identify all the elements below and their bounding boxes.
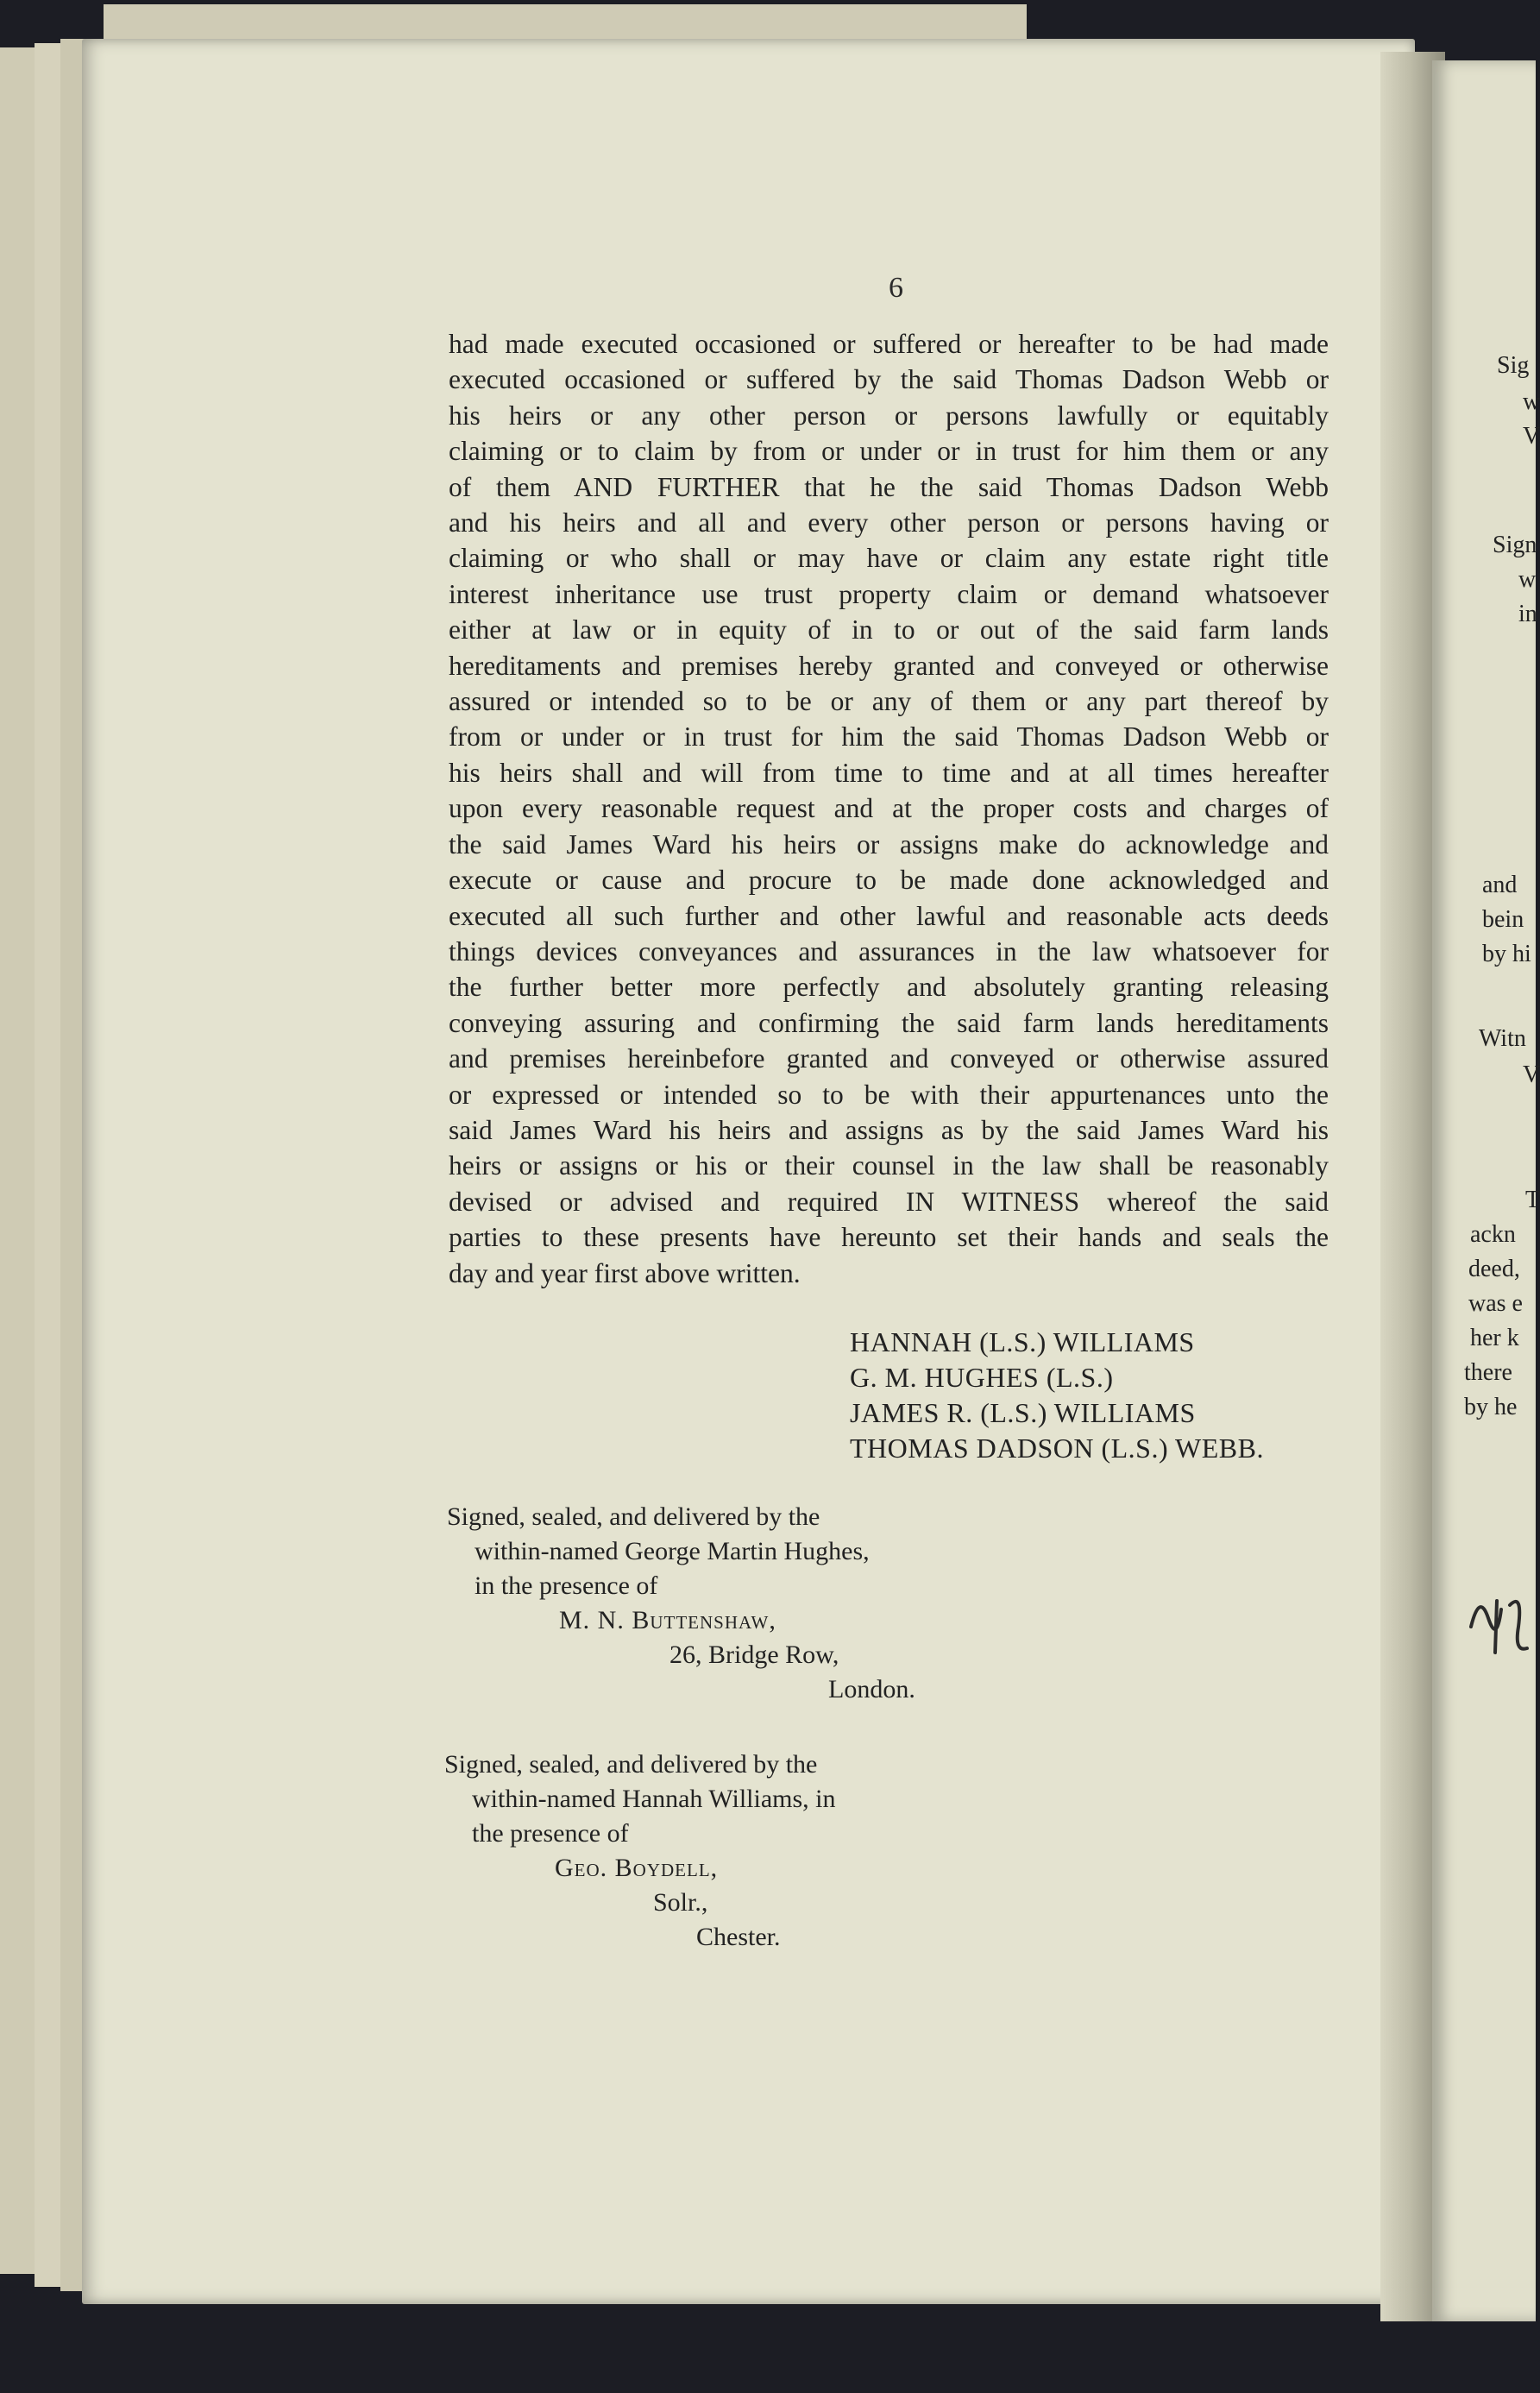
body-line: from or under or in trust for him the said Thomas Dadson Webb or	[449, 721, 1329, 753]
witness-line: within-named George Martin Hughes,	[475, 1537, 870, 1565]
facing-page-fragment: her k	[1470, 1325, 1519, 1351]
facing-page-fragment: w	[1518, 566, 1537, 593]
facing-page-fragment: by hi	[1482, 941, 1531, 967]
body-line: had made executed occasioned or suffered or hereafter to be had made	[449, 329, 1329, 359]
body-line: execute or cause and procure to be made done acknowledged and	[449, 865, 1329, 896]
body-line: day and year first above written.	[449, 1257, 801, 1288]
facing-page-fragment: Witn	[1479, 1025, 1526, 1052]
body-line: assured or intended so to be or any of them or any part thereof by	[449, 686, 1329, 717]
witness-title: Solr.,	[653, 1888, 708, 1917]
witness-line: Signed, sealed, and delivered by the	[444, 1750, 818, 1779]
body-line: claiming or to claim by from or under or in trust for him them or any	[449, 436, 1329, 467]
facing-page-fragment: in	[1518, 601, 1537, 627]
witness-place: Chester.	[696, 1923, 781, 1951]
witness-address: 26, Bridge Row,	[669, 1640, 839, 1669]
facing-page-fragment: Sign	[1493, 532, 1537, 558]
witness-block-george-martin-hughes	[447, 1500, 915, 1707]
signature-line: JAMES R. (L.S.) WILLIAMS	[850, 1397, 1196, 1428]
body-line: the said James Ward his heirs or assigns make do acknowledge and	[449, 828, 1329, 860]
facing-page-fragment: T	[1525, 1187, 1540, 1213]
witness-line: Signed, sealed, and delivered by the	[447, 1502, 820, 1531]
witness-line: the presence of	[472, 1819, 629, 1848]
body-line: either at law or in equity of in to or out of the said farm lands	[449, 614, 1329, 645]
body-text	[449, 326, 1329, 1291]
page-stack-edge	[35, 43, 61, 2287]
body-line: and premises hereinbefore granted and conveyed or otherwise assured	[449, 1043, 1329, 1074]
body-line: conveying assuring and confirming the said farm lands hereditaments	[449, 1007, 1329, 1038]
page-top-edge	[104, 4, 1027, 39]
signature-block	[850, 1325, 1264, 1466]
facing-page-fragment: w	[1523, 388, 1540, 415]
facing-page-fragment: V	[1523, 1061, 1540, 1088]
witness-line: in the presence of	[475, 1571, 658, 1600]
body-line: interest inheritance use trust property claim or demand whatsoever	[449, 578, 1329, 609]
facing-page-fragment: ackn	[1470, 1221, 1516, 1248]
body-line: devised or advised and required IN WITNESS whereof the said	[449, 1186, 1329, 1217]
body-line: of them AND FURTHER that he the said Thomas Dadson Webb	[449, 471, 1329, 502]
facing-page-fragment: there	[1464, 1359, 1512, 1386]
witness-name: M. N. Buttenshaw,	[559, 1606, 776, 1634]
witness-address: London.	[828, 1675, 915, 1703]
body-line: heirs or assigns or his or their counsel in the law shall be reasonably	[449, 1150, 1329, 1181]
witness-name: Geo. Boydell,	[555, 1854, 719, 1882]
body-line: executed occasioned or suffered by the said Thomas Dadson Webb or	[449, 364, 1329, 395]
facing-page-fragment: by he	[1464, 1394, 1518, 1420]
body-line: his heirs or any other person or persons lawfully or equitably	[449, 400, 1329, 431]
signature-line: THOMAS DADSON (L.S.) WEBB.	[850, 1433, 1264, 1464]
facing-page-fragment: Sig	[1497, 352, 1530, 379]
right-page	[1432, 60, 1536, 2321]
body-line: hereditaments and premises hereby granted and conveyed or otherwise	[449, 650, 1329, 681]
body-line: or expressed or intended so to be with their appurtenances unto the	[449, 1079, 1329, 1110]
signature-line: HANNAH (L.S.) WILLIAMS	[850, 1326, 1195, 1357]
facing-page-fragment: deed,	[1468, 1256, 1520, 1282]
facing-page-fragment: V	[1523, 423, 1540, 450]
body-line: executed all such further and other lawful and reasonable acts deeds	[449, 900, 1329, 931]
body-line: parties to these presents have hereunto set their hands and seals the	[449, 1222, 1329, 1253]
witness-block-hannah-williams	[444, 1748, 836, 1955]
body-line: said James Ward his heirs and assigns as by the said James Ward his	[449, 1114, 1329, 1145]
body-line: his heirs shall and will from time to time and at all times hereafter	[449, 757, 1329, 788]
page-stack-edge	[0, 47, 35, 2274]
body-line: and his heirs and all and every other person or persons having or	[449, 507, 1329, 538]
facing-page-fragment: was e	[1468, 1290, 1523, 1317]
handwritten-mark	[1462, 1566, 1531, 1670]
signature-line: G. M. HUGHES (L.S.)	[850, 1362, 1114, 1393]
body-line: claiming or who shall or may have or claim any estate right title	[449, 543, 1329, 574]
witness-line: within-named Hannah Williams, in	[472, 1785, 836, 1813]
body-line: things devices conveyances and assurances in the law whatsoever for	[449, 935, 1329, 967]
page-number: 6	[889, 272, 903, 304]
facing-page-fragment: and	[1482, 872, 1518, 898]
body-line: the further better more perfectly and absolutely granting releasing	[449, 972, 1329, 1003]
body-line: upon every reasonable request and at the proper costs and charges of	[449, 793, 1329, 824]
facing-page-fragment: bein	[1482, 906, 1524, 933]
